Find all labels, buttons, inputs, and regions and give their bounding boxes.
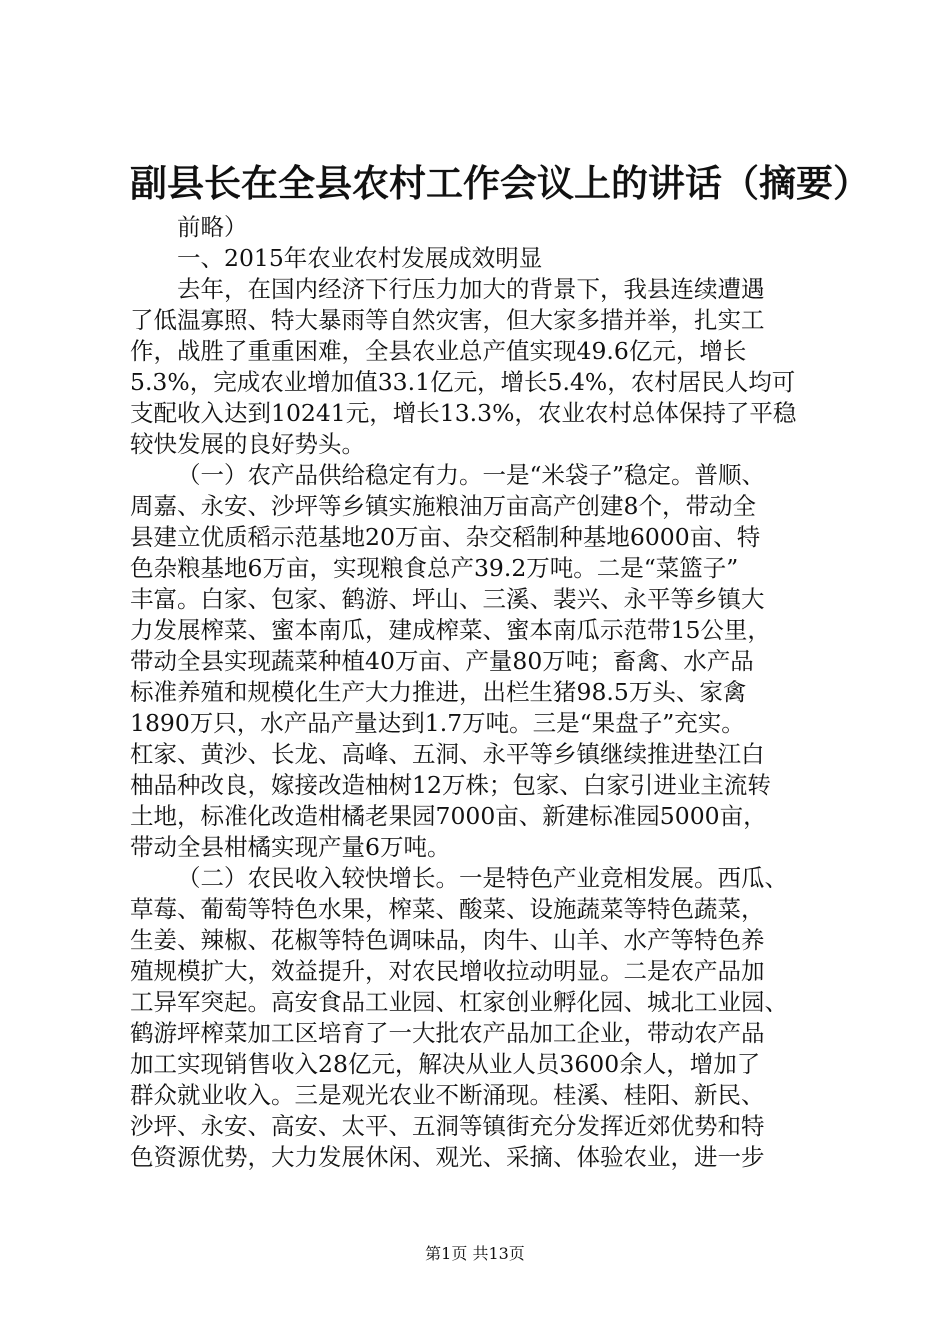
body-line: 前略） <box>177 213 248 241</box>
body-line: 了低温寡照、特大暴雨等自然灾害，但大家多措并举，扎实工 <box>130 306 765 334</box>
body-line: 作，战胜了重重困难，全县农业总产值实现49.6亿元，增长 <box>130 337 747 365</box>
body-line: 带动全县实现蔬菜种植40万亩、产量80万吨；畜禽、水产品 <box>130 647 754 675</box>
body-line: 支配收入达到10241元，增长13.3%，农业农村总体保持了平稳 <box>130 399 797 427</box>
body-line: （一）农产品供给稳定有力。一是“米袋子”稳定。普顺、 <box>177 461 766 489</box>
body-line: 鹤游坪榨菜加工区培育了一大批农产品加工企业，带动农产品 <box>130 1019 765 1047</box>
body-line: 工异军突起。高安食品工业园、杠家创业孵化园、城北工业园、 <box>130 988 788 1016</box>
body-line: 生姜、辣椒、花椒等特色调味品，肉牛、山羊、水产等特色养 <box>130 926 765 954</box>
body-line: 沙坪、永安、高安、太平、五洞等镇街充分发挥近郊优势和特 <box>130 1112 765 1140</box>
body-line: 色资源优势，大力发展休闲、观光、采摘、体验农业，进一步 <box>130 1143 765 1171</box>
document-title: 副县长在全县农村工作会议上的讲话（摘要） <box>130 161 870 205</box>
body-line: 一、2015年农业农村发展成效明显 <box>177 244 543 272</box>
body-line: 县建立优质稻示范基地20万亩、杂交稻制种基地6000亩、特 <box>130 523 761 551</box>
body-line: （二）农民收入较快增长。一是特色产业竞相发展。西瓜、 <box>177 864 788 892</box>
body-line: 较快发展的良好势头。 <box>130 430 365 458</box>
body-line: 带动全县柑橘实现产量6万吨。 <box>130 833 451 861</box>
body-line: 杠家、黄沙、长龙、高峰、五洞、永平等乡镇继续推进垫江白 <box>130 740 765 768</box>
body-line: 丰富。白家、包家、鹤游、坪山、三溪、裴兴、永平等乡镇大 <box>130 585 765 613</box>
body-line: 加工实现销售收入28亿元，解决从业人员3600余人，增加了 <box>130 1050 761 1078</box>
body-line: 5.3%，完成农业增加值33.1亿元，增长5.4%，农村居民人均可 <box>130 368 796 396</box>
body-line: 殖规模扩大，效益提升，对农民增收拉动明显。二是农产品加 <box>130 957 765 985</box>
body-line: 标准养殖和规模化生产大力推进，出栏生猪98.5万头、家禽 <box>130 678 747 706</box>
body-line: 群众就业收入。三是观光农业不断涌现。桂溪、桂阳、新民、 <box>130 1081 765 1109</box>
body-line: 柚品种改良，嫁接改造柚树12万株；包家、白家引进业主流转 <box>130 771 771 799</box>
page-footer: 第1页 共13页 <box>425 1244 525 1263</box>
body-line: 力发展榨菜、蜜本南瓜，建成榨菜、蜜本南瓜示范带15公里， <box>130 616 771 644</box>
body-line: 草莓、葡萄等特色水果，榨菜、酸菜、设施蔬菜等特色蔬菜， <box>130 895 765 923</box>
document-body <box>130 212 832 1173</box>
body-line: 去年，在国内经济下行压力加大的背景下，我县连续遭遇 <box>177 275 765 303</box>
body-line: 周嘉、永安、沙坪等乡镇实施粮油万亩高产创建8个，带动全 <box>130 492 756 520</box>
body-line: 土地，标准化改造柑橘老果园7000亩、新建标准园5000亩， <box>130 802 767 830</box>
body-line: 色杂粮基地6万亩，实现粮食总产39.2万吨。二是“菜篮子” <box>130 554 739 582</box>
body-line: 1890万只，水产品产量达到1.7万吨。三是“果盘子”充实。 <box>130 709 745 737</box>
